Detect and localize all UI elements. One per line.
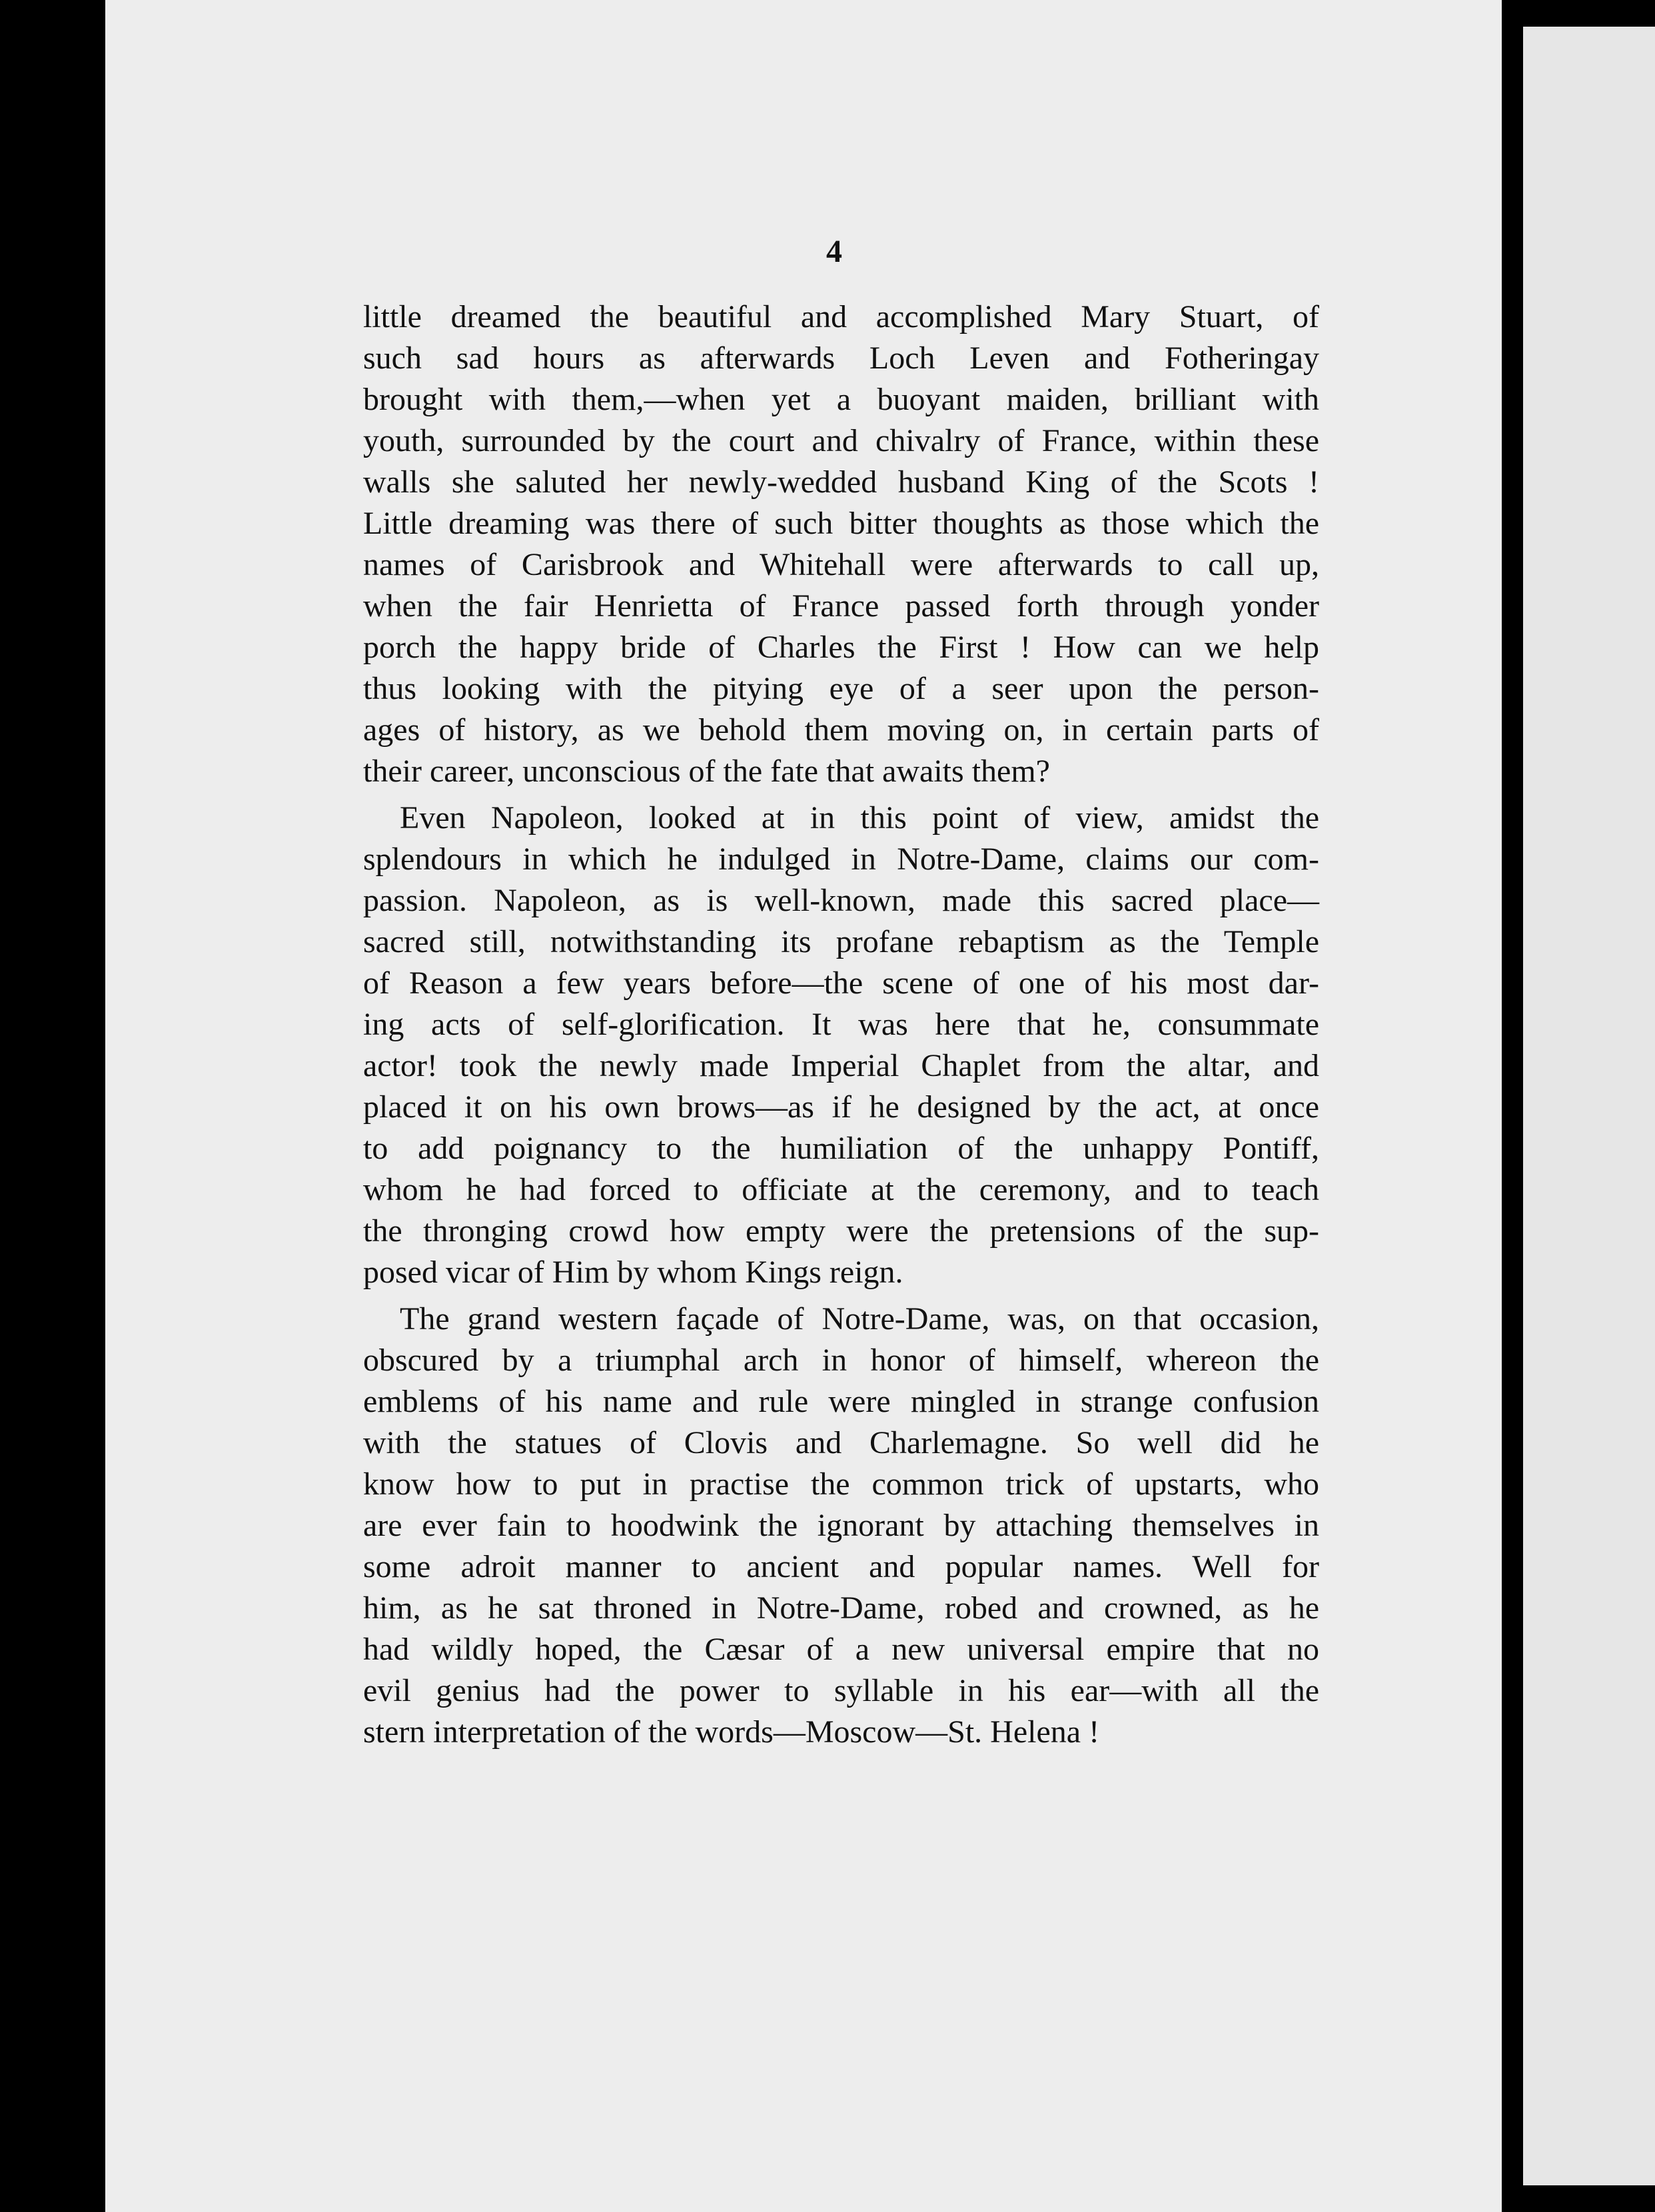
text-line: passion. Napoleon, as is well-known, made this sacred place—: [363, 883, 1319, 918]
text-line: emblems of his name and rule were mingled in strange confusion: [363, 1384, 1319, 1419]
text-line: obscured by a triumphal arch in honor of himself, whereon the: [363, 1343, 1319, 1378]
text-line: actor! took the newly made Imperial Chaplet from the altar, and: [363, 1048, 1319, 1083]
text-line: Little dreaming was there of such bitter thoughts as those which the: [363, 506, 1319, 541]
text-line: porch the happy bride of Charles the First ! How can we help: [363, 630, 1319, 665]
page-number: 4: [826, 234, 842, 269]
paragraph: [363, 798, 1319, 1293]
text-line: when the fair Henrietta of France passed forth through yonder: [363, 588, 1319, 624]
text-line: stern interpretation of the words—Moscow—St. Helena !: [363, 1714, 1100, 1750]
paragraph: [363, 1299, 1319, 1753]
text-line: such sad hours as afterwards Loch Leven and Fotheringay: [363, 340, 1319, 376]
text-line: him, as he sat throned in Notre-Dame, robed and crowned, as he: [363, 1590, 1319, 1626]
text-line: posed vicar of Him by whom Kings reign.: [363, 1255, 903, 1290]
adjacent-page-edge: [1523, 27, 1655, 2185]
text-line: of Reason a few years before—the scene of one of his most dar-: [363, 965, 1319, 1001]
text-line: know how to put in practise the common trick of upstarts, who: [363, 1466, 1319, 1502]
text-line: their career, unconscious of the fate that awaits them?: [363, 754, 1050, 789]
text-line: whom he had forced to officiate at the ceremony, and to teach: [363, 1172, 1319, 1207]
text-line: had wildly hoped, the Cæsar of a new universal empire that no: [363, 1632, 1319, 1667]
text-line: names of Carisbrook and Whitehall were afterwards to call up,: [363, 547, 1319, 582]
text-line: some adroit manner to ancient and popular names. Well for: [363, 1549, 1319, 1584]
text-line: ing acts of self-glorification. It was here that he, consummate: [363, 1007, 1319, 1042]
text-line: thus looking with the pitying eye of a seer upon the person-: [363, 671, 1319, 706]
text-line: evil genius had the power to syllable in his ear—with all the: [363, 1673, 1319, 1708]
text-line: the thronging crowd how empty were the pretensions of the sup-: [363, 1213, 1319, 1249]
text-line: youth, surrounded by the court and chivalry of France, within these: [363, 423, 1319, 458]
text-line: sacred still, notwithstanding its profane rebaptism as the Temple: [363, 924, 1319, 959]
text-line: little dreamed the beautiful and accomplished Mary Stuart, of: [363, 299, 1319, 334]
text-line: placed it on his own brows—as if he designed by the act, at once: [363, 1089, 1319, 1125]
text-line: are ever fain to hoodwink the ignorant by attaching themselves in: [363, 1508, 1319, 1543]
text-line: Even Napoleon, looked at in this point of view, amidst the: [400, 800, 1319, 835]
text-line: to add poignancy to the humiliation of the unhappy Pontiff,: [363, 1131, 1319, 1166]
paragraph: [363, 296, 1319, 792]
text-line: brought with them,—when yet a buoyant maiden, brilliant with: [363, 382, 1319, 417]
text-line: splendours in which he indulged in Notre-Dame, claims our com-: [363, 841, 1319, 877]
body-text: [363, 296, 1319, 1753]
text-line: ages of history, as we behold them moving on, in certain parts of: [363, 712, 1319, 748]
text-line: The grand western façade of Notre-Dame, was, on that occasion,: [400, 1301, 1319, 1337]
text-line: with the statues of Clovis and Charlemagne. So well did he: [363, 1425, 1319, 1460]
text-line: walls she saluted her newly-wedded husband King of the Scots !: [363, 464, 1319, 500]
